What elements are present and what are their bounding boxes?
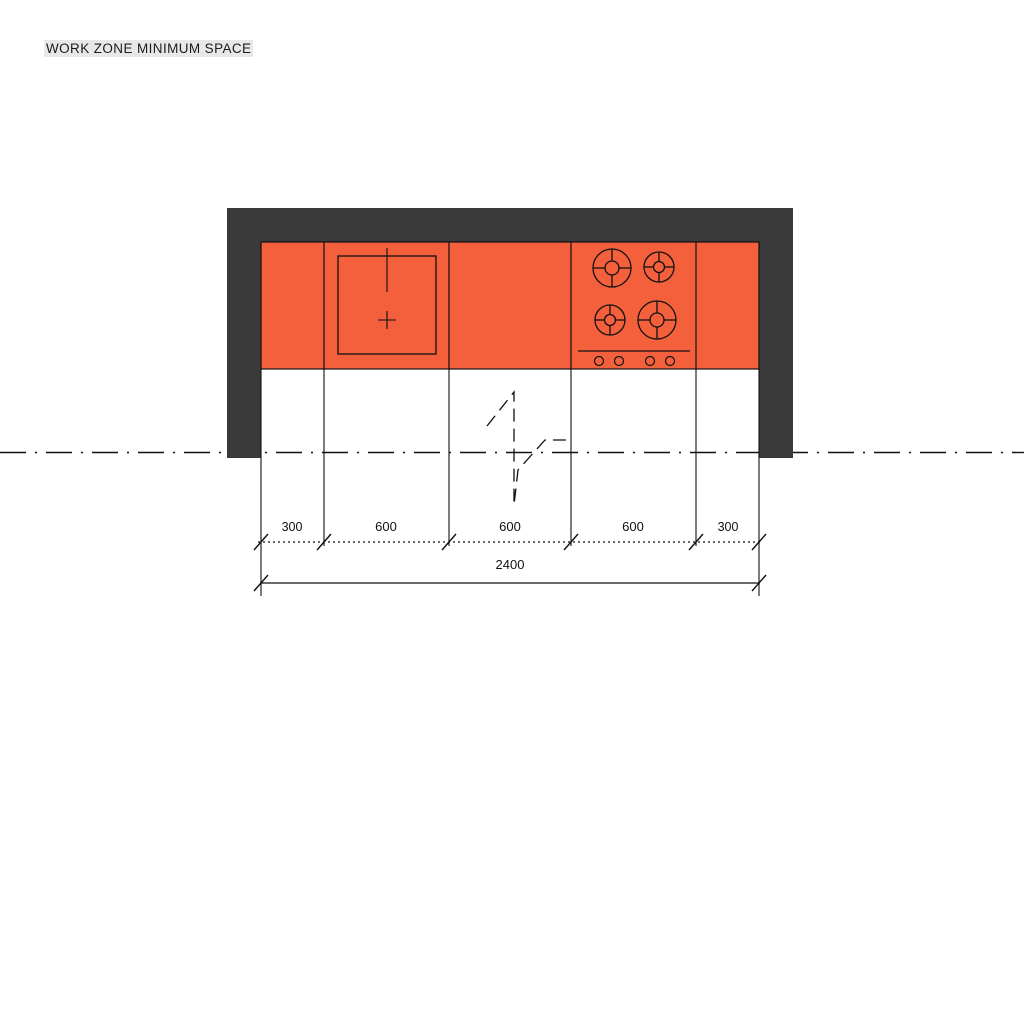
dimension-label-segment-4: 600: [622, 519, 644, 534]
page-title: WORK ZONE MINIMUM SPACE: [46, 41, 252, 56]
break-line: [487, 392, 566, 505]
segment-dimension-line: [254, 534, 766, 550]
dimension-label-segment-3: 600: [499, 519, 521, 534]
dimension-label-segment-5: 300: [717, 520, 739, 534]
total-dimension-line: [254, 575, 766, 591]
cabinet-band: [261, 242, 759, 369]
dimension-label-total: 2400: [495, 557, 525, 572]
dimension-label-segment-2: 600: [375, 519, 397, 534]
dimension-label-segment-1: 300: [281, 520, 303, 534]
